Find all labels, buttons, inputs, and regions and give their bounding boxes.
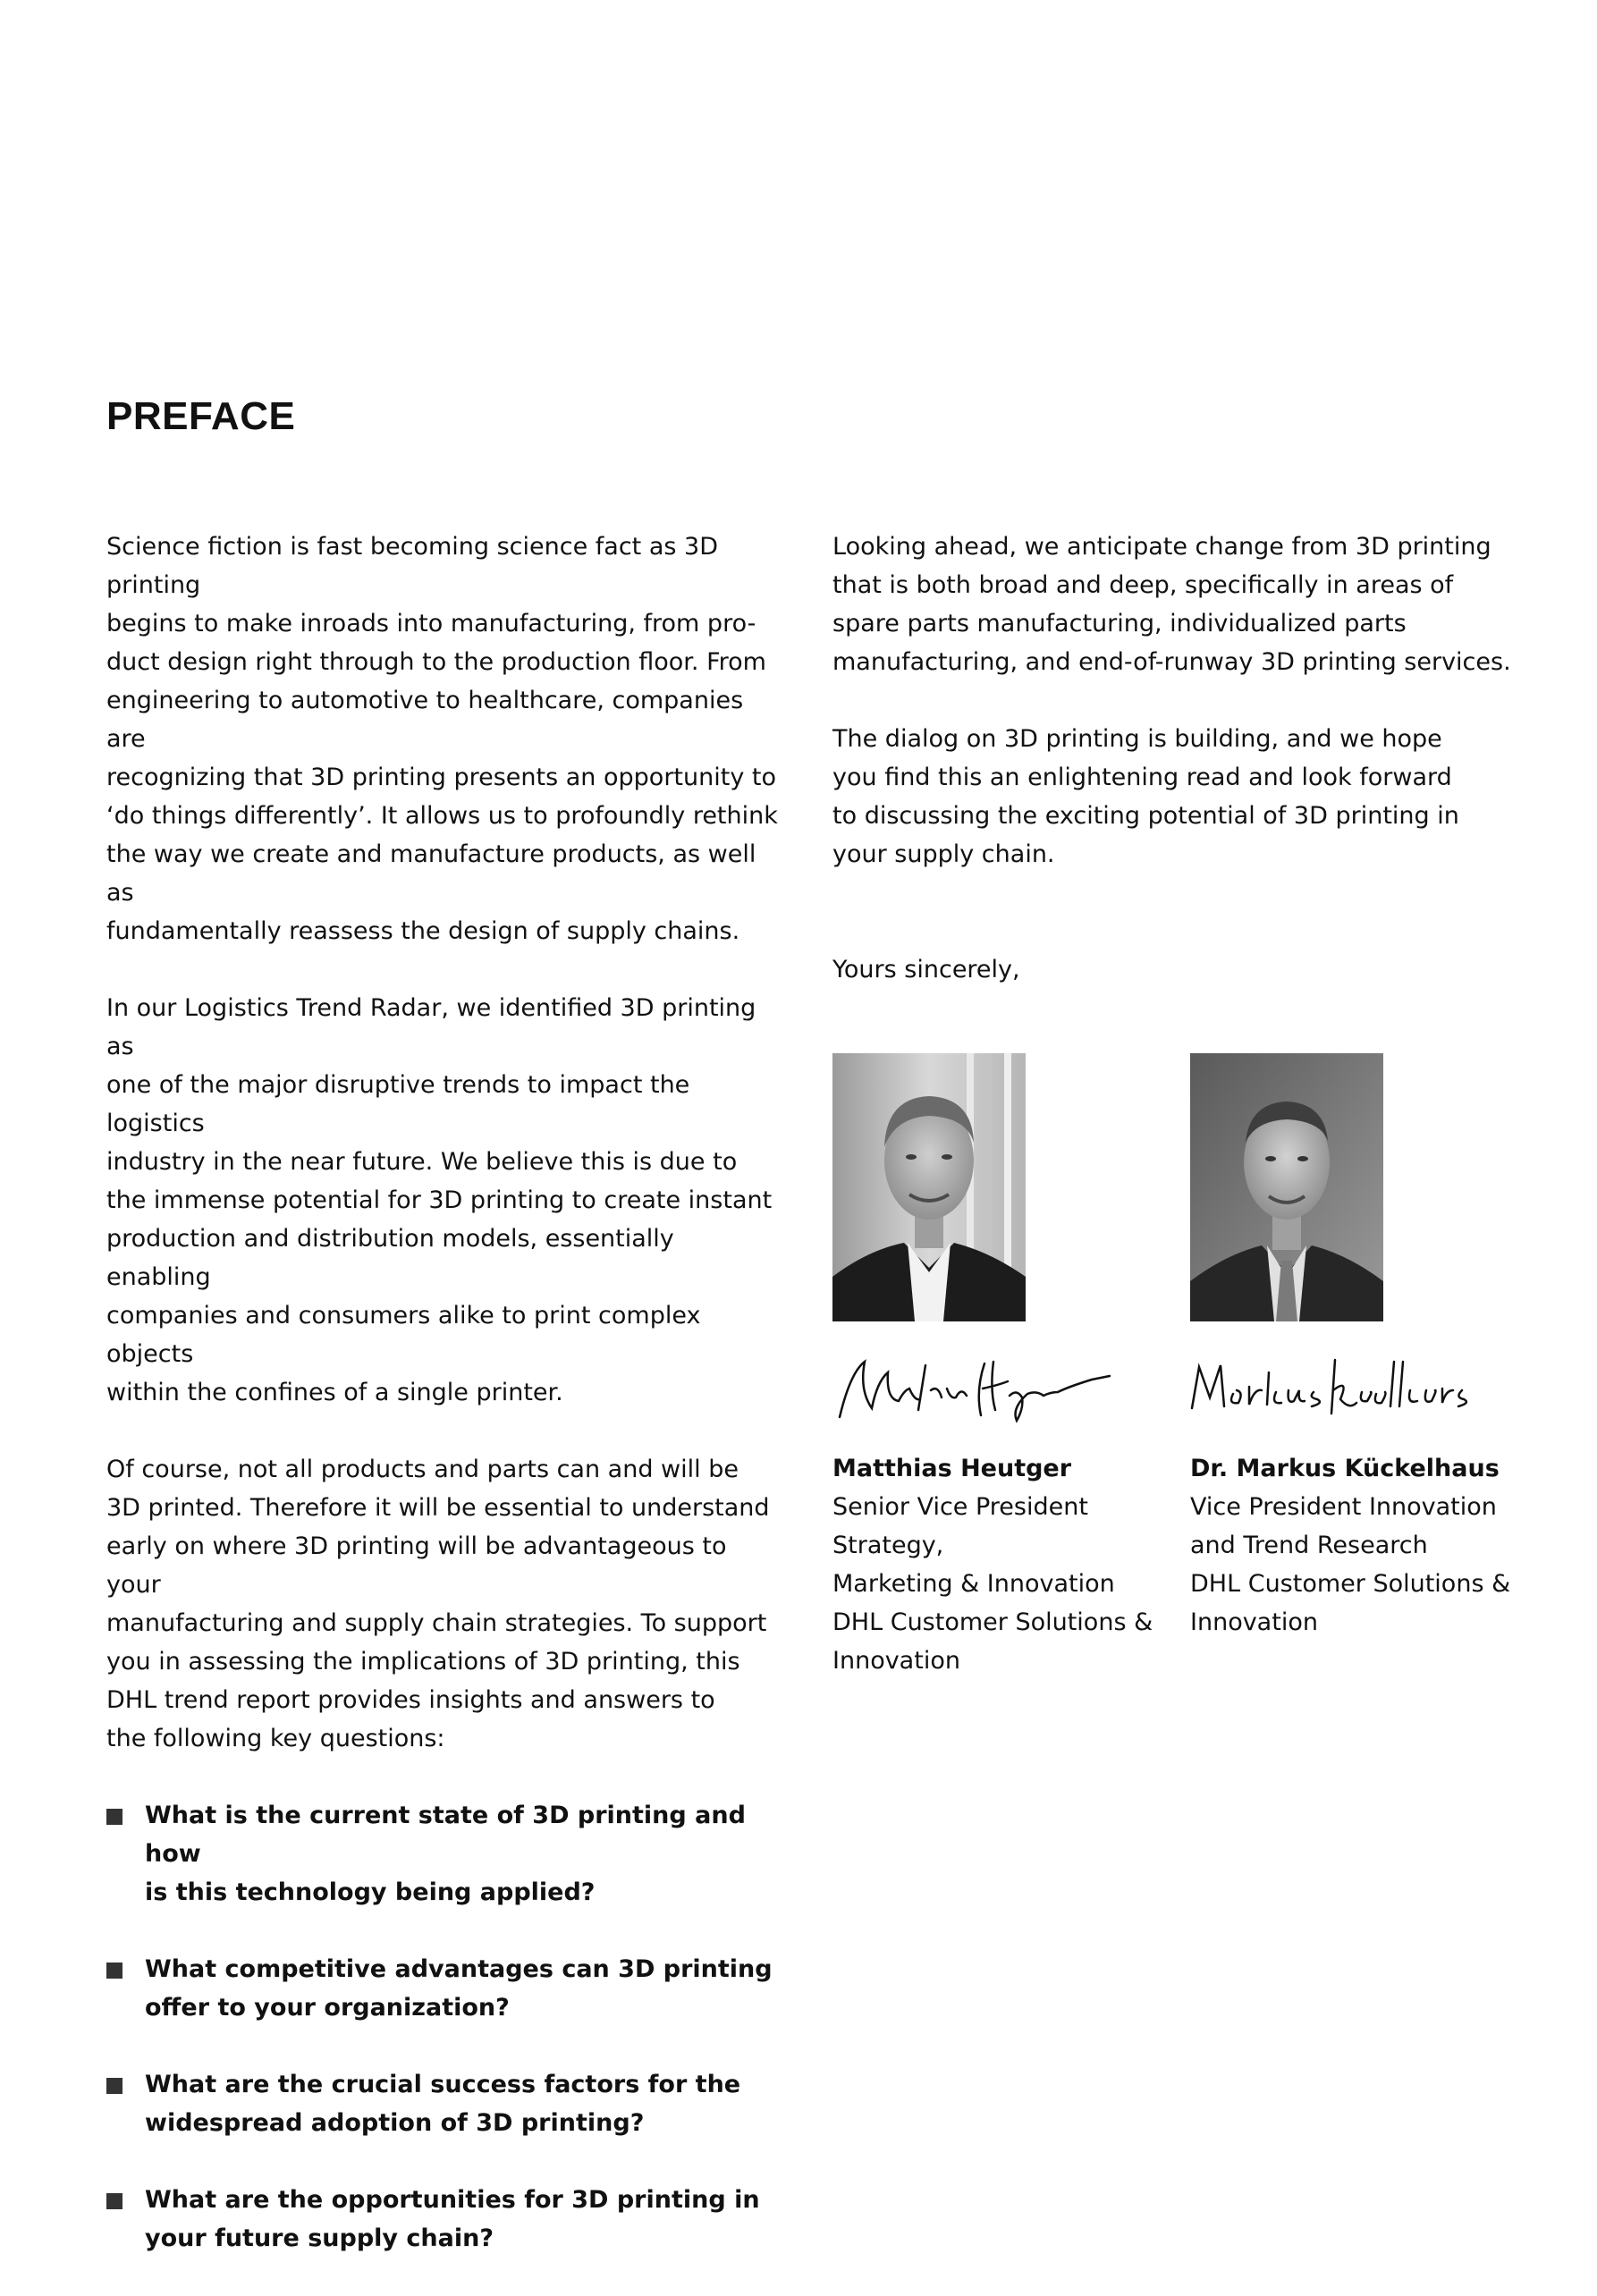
portrait-photo-heutger bbox=[832, 1053, 1026, 1321]
square-bullet-icon bbox=[106, 2193, 123, 2209]
signatory-role: Vice President Innovation and Trend Research DHL Customer Solutions & Innovation bbox=[1190, 1493, 1511, 1636]
paragraph: The dialog on 3D printing is building, and we hope you find this an enlightening read and look forward to discussing the exciting potential of 3D printing in your supply chain. bbox=[832, 725, 1459, 868]
signature-kueckelhaus bbox=[1183, 1346, 1478, 1426]
question-text: What competitive advantages can 3D printing offer to your organization? bbox=[145, 1955, 773, 2022]
square-bullet-icon bbox=[106, 1963, 123, 1979]
list-item bbox=[106, 2181, 786, 2258]
page-title: PREFACE bbox=[106, 394, 296, 438]
list-item bbox=[106, 1950, 786, 2027]
list-item bbox=[106, 1796, 786, 1912]
square-bullet-icon bbox=[106, 2078, 123, 2094]
signatory-name: Matthias Heutger bbox=[832, 1455, 1072, 1482]
signatory-heutger bbox=[832, 1449, 1181, 1680]
paragraph: Looking ahead, we anticipate change from 3D printing that is both broad and deep, specifically in areas of spare parts manufacturing, individualized parts manufacturing, and end-of-runway 3D printing services. bbox=[832, 533, 1511, 676]
left-column bbox=[106, 528, 786, 2296]
square-bullet-icon bbox=[106, 1809, 123, 1825]
signatory-name: Dr. Markus Kückelhaus bbox=[1190, 1455, 1500, 1482]
question-text: What are the crucial success factors for the widespread adoption of 3D printing? bbox=[145, 2071, 741, 2137]
question-text: What is the current state of 3D printing and how is this technology being applied? bbox=[145, 1802, 746, 1906]
list-item bbox=[106, 2065, 786, 2142]
question-text: What are the opportunities for 3D printing in your future supply chain? bbox=[145, 2186, 760, 2252]
closing-text: Yours sincerely, bbox=[832, 956, 1020, 983]
signatory-kueckelhaus bbox=[1190, 1449, 1548, 1642]
paragraph: In our Logistics Trend Radar, we identified 3D printing as one of the major disruptive trends to impact the logistics industry in the near future. We believe this is due to the immense potential for 3D printing to create instant production and distribution models, essentially enabling companies and consumers alike to print complex objects within the confines of a single printer. bbox=[106, 994, 773, 1406]
key-questions-list bbox=[106, 1796, 786, 2258]
portrait-photo-kueckelhaus bbox=[1190, 1053, 1383, 1321]
paragraph: Of course, not all products and parts can and will be 3D printed. Therefore it will be essential to understand early on where 3D printing will be advantageous to your manufacturing and supply chain strategies. To support you in assessing the implications of 3D printing, this DHL trend report provides insights and answers to the following key questions: bbox=[106, 1456, 770, 1752]
signature-heutger bbox=[832, 1346, 1128, 1426]
paragraph: Science fiction is fast becoming science fact as 3D printing begins to make inroads into manufacturing, from pro- duct design right through to the production floor. From engineering to automotive to healthcare, companies are recognizing that 3D printing presents an opportunity to ‘do things differently’. It allows us to profoundly rethink the way we create and manufacture products, as well as fundamentally reassess the design of supply chains. bbox=[106, 533, 778, 945]
signatory-role: Senior Vice President Strategy, Marketing & Innovation DHL Customer Solutions & Innovation bbox=[832, 1493, 1153, 1675]
right-column bbox=[832, 528, 1512, 989]
